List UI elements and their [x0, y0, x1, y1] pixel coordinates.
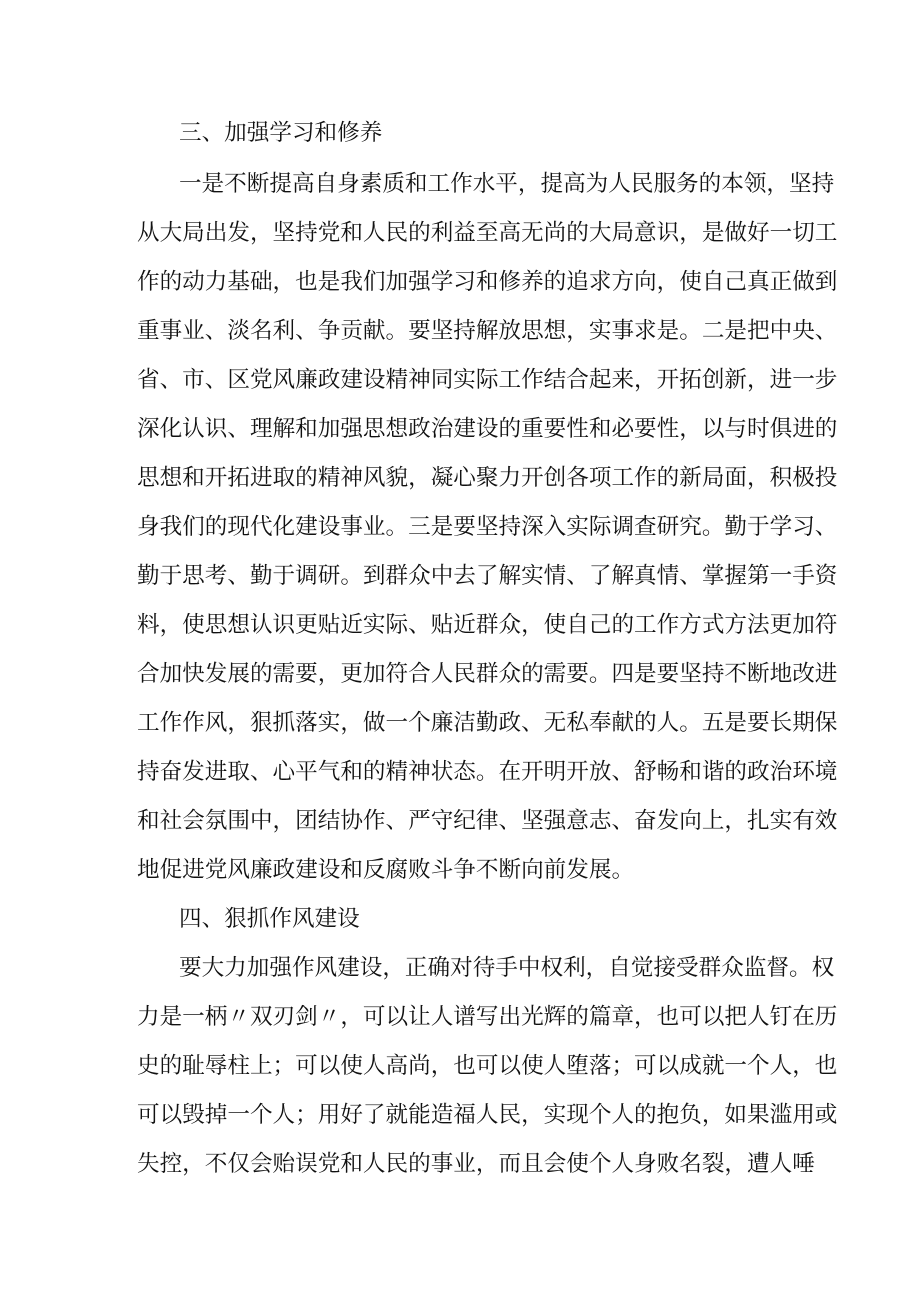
paragraph-line: 合加快发展的需要，更加符合人民群众的需要。四是要坚持不断地改进	[137, 661, 838, 687]
paragraph-line: 省、市、区党风廉政建设精神同实际工作结合起来，开拓创新，进一步	[137, 367, 838, 393]
paragraph-line: 失控，不仅会贻误党和人民的事业，而且会使个人身败名裂，遭人唾	[137, 1151, 815, 1177]
paragraph-line: 持奋发进取、心平气和的精神状态。在开明开放、舒畅和谐的政治环境	[137, 759, 838, 785]
paragraph-line: 史的耻辱柱上；可以使人高尚，也可以使人堕落；可以成就一个人，也	[137, 1053, 838, 1079]
paragraph-line: 力是一柄〃双刃剑〃，可以让人谱写出光辉的篇章，也可以把人钉在历	[137, 1004, 838, 1030]
section-3-heading: 三、加强学习和修养	[179, 120, 383, 146]
paragraph-line: 地促进党风廉政建设和反腐败斗争不断向前发展。	[137, 857, 635, 883]
paragraph-line: 思想和开拓进取的精神风貌，凝心聚力开创各项工作的新局面，积极投	[137, 465, 838, 491]
paragraph-line: 可以毁掉一个人；用好了就能造福人民，实现个人的抱负，如果滥用或	[137, 1102, 838, 1128]
section-4-heading: 四、狠抓作风建设	[179, 906, 360, 932]
paragraph-line: 从大局出发，坚持党和人民的利益至高无尚的大局意识，是做好一切工	[137, 220, 838, 246]
paragraph-line: 身我们的现代化建设事业。三是要坚持深入实际调查研究。勤于学习、	[137, 514, 838, 540]
paragraph-line: 要大力加强作风建设，正确对待手中权利，自觉接受群众监督。权	[179, 955, 835, 981]
paragraph-line: 和社会氛围中，团结协作、严守纪律、坚强意志、奋发向上，扎实有效	[137, 808, 838, 834]
paragraph-line: 勤于思考、勤于调研。到群众中去了解实情、了解真情、掌握第一手资	[137, 563, 838, 589]
paragraph-line: 料，使思想认识更贴近实际、贴近群众，使自己的工作方式方法更加符	[137, 612, 838, 638]
paragraph-line: 工作作风，狠抓落实，做一个廉洁勤政、无私奉献的人。五是要长期保	[137, 710, 838, 736]
paragraph-line: 重事业、淡名利、争贡献。要坚持解放思想，实事求是。二是把中央、	[137, 318, 838, 344]
paragraph-line: 作的动力基础，也是我们加强学习和修养的追求方向，使自己真正做到	[137, 269, 838, 295]
paragraph-line: 深化认识、理解和加强思想政治建设的重要性和必要性，以与时俱进的	[137, 416, 838, 442]
paragraph-line: 一是不断提高自身素质和工作水平，提高为人民服务的本领，坚持	[179, 171, 835, 197]
